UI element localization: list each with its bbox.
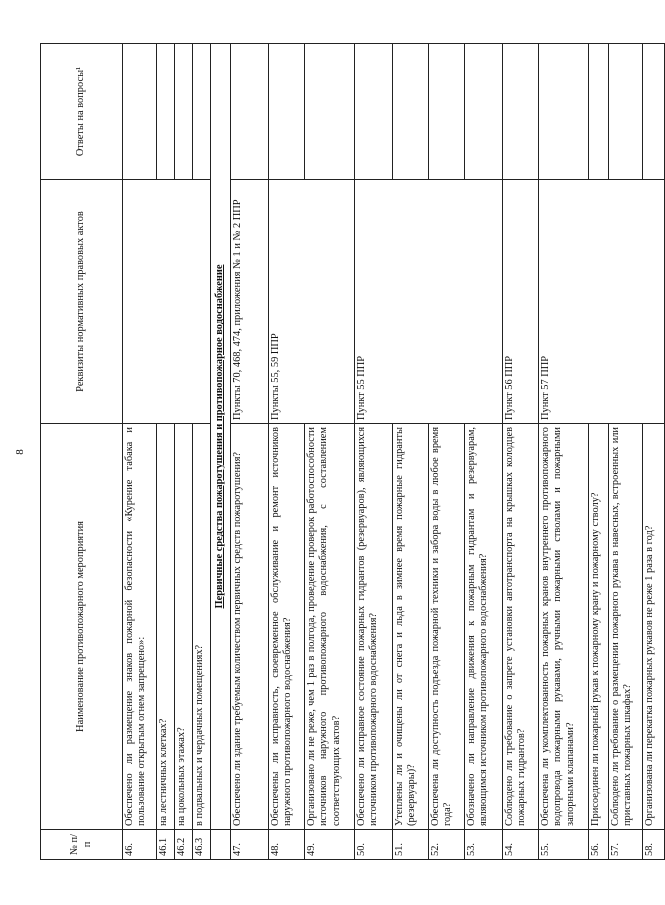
table-row	[643, 44, 665, 860]
row-text: на цокольных этажах?	[175, 424, 193, 830]
row-answer	[393, 44, 429, 180]
row-number: 46.1	[157, 830, 175, 860]
row-number: 50.	[355, 830, 393, 860]
row-text: Обеспечено ли здание требуемым количеством первичных средств пожаротушения?	[231, 424, 269, 830]
row-text: Организована ли перекатка пожарных рукавов не реже 1 раза в год?	[643, 424, 665, 830]
row-number: 54.	[503, 830, 539, 860]
row-answer	[355, 44, 393, 180]
row-text: Соблюдено ли требование о запрете установки автотранспорта на крышках колодцев пожарных гидрантов?	[503, 424, 539, 830]
table-row	[393, 44, 429, 860]
row-answer	[305, 44, 355, 180]
row-number: 49.	[305, 830, 355, 860]
section-title: Первичные средства пожаротушения и противопожарное водоснабжение	[211, 44, 231, 830]
row-number: 53.	[465, 830, 503, 860]
table-row	[355, 44, 393, 860]
table-row	[123, 44, 157, 860]
row-requisites: Пункты 70, 468, 474, приложения № 1 и № 2 ППР	[231, 180, 269, 424]
table-row	[503, 44, 539, 860]
row-number: 46.2	[175, 830, 193, 860]
row-requisites: Пункт 57 ППР	[539, 180, 665, 424]
header-row	[41, 44, 123, 860]
row-number: 48.	[269, 830, 305, 860]
table-row	[539, 44, 589, 860]
table-row	[157, 44, 175, 860]
row-text: Соблюдено ли требование о размещении пожарного рукава в навесных, встроенных или приставных пожарных шкафах?	[609, 424, 643, 830]
row-number: 58.	[643, 830, 665, 860]
row-answer	[429, 44, 465, 180]
page-number: 8	[14, 449, 26, 455]
fire-safety-checklist-table	[40, 43, 665, 860]
row-text: Обозначено ли направление движения к пожарным гидрантам и резервуарам, являющимся источником противопожарного водоснабжения?	[465, 424, 503, 830]
row-answer	[157, 44, 175, 180]
row-text: Организовано ли не реже, чем 1 раз в полгода, проведение проверок работоспособности источников наружного противопожарного водоснабжения, с составлением соответствующих актов?	[305, 424, 355, 830]
row-requisites: Пункт 56 ППР	[503, 180, 539, 424]
row-number: 56.	[589, 830, 609, 860]
row-text: Обеспечено ли исправное состояние пожарных гидрантов (резервуаров), являющихся источником противопожарного водоснабжения?	[355, 424, 393, 830]
row-number: 46.	[123, 830, 157, 860]
row-answer	[465, 44, 503, 180]
table-row	[305, 44, 355, 860]
table-row	[269, 44, 305, 860]
table-row	[589, 44, 609, 860]
row-answer	[193, 44, 211, 180]
row-answer	[643, 44, 665, 180]
row-requisites: Пункт 55 ППР	[355, 180, 503, 424]
row-answer	[589, 44, 609, 180]
row-answer	[175, 44, 193, 180]
table-row	[465, 44, 503, 860]
row-text: Обеспечена ли укомплектованность пожарных кранов внутреннего противопожарного водопровода пожарными рукавами, ручными пожарными стволами и пожарными запорными клапанами?	[539, 424, 589, 830]
table-row	[429, 44, 465, 860]
row-number: 52.	[429, 830, 465, 860]
row-requisites: Пункты 55, 59 ППР	[269, 180, 355, 424]
row-text: Обеспечена ли доступность подъезда пожарной техники и забора воды в любое время года?	[429, 424, 465, 830]
row-number: 46.3	[193, 830, 211, 860]
row-answer	[609, 44, 643, 180]
row-number: 51.	[393, 830, 429, 860]
row-answer	[231, 44, 269, 180]
row-answer	[269, 44, 305, 180]
section-row	[211, 44, 231, 860]
row-answer	[503, 44, 539, 180]
table-row	[231, 44, 269, 860]
header-requisites: Реквизиты нормативных правовых актов	[41, 180, 123, 424]
header-num: № п/п	[41, 830, 123, 860]
table-row	[193, 44, 211, 860]
header-answers: Ответы на вопросы¹	[41, 44, 123, 180]
header-name: Наименование противопожарного мероприятия	[41, 424, 123, 830]
checklist-table-rotated	[40, 44, 655, 860]
row-text: Присоединен ли пожарный рукав к пожарному крану и пожарному стволу?	[589, 424, 609, 830]
row-number: 47.	[231, 830, 269, 860]
row-number: 55.	[539, 830, 589, 860]
table-row	[609, 44, 643, 860]
row-answer	[123, 44, 157, 180]
row-text: на лестничных клетках?	[157, 424, 175, 830]
row-text: в подвальных и чердачных помещениях?	[193, 424, 211, 830]
row-text: Обеспечено ли размещение знаков пожарной безопасности «Курение табака и пользование открытым огнем запрещено»:	[123, 424, 157, 830]
row-text: Утеплены ли и очищены ли от снега и льда в зимнее время пожарные гидранты (резервуары)?	[393, 424, 429, 830]
row-answer	[539, 44, 589, 180]
row-number: 57.	[609, 830, 643, 860]
row-text: Обеспечены ли исправность, своевременное обслуживание и ремонт источников наружного противопожарного водоснабжения?	[269, 424, 305, 830]
table-row	[175, 44, 193, 860]
row-requisites	[123, 180, 211, 424]
